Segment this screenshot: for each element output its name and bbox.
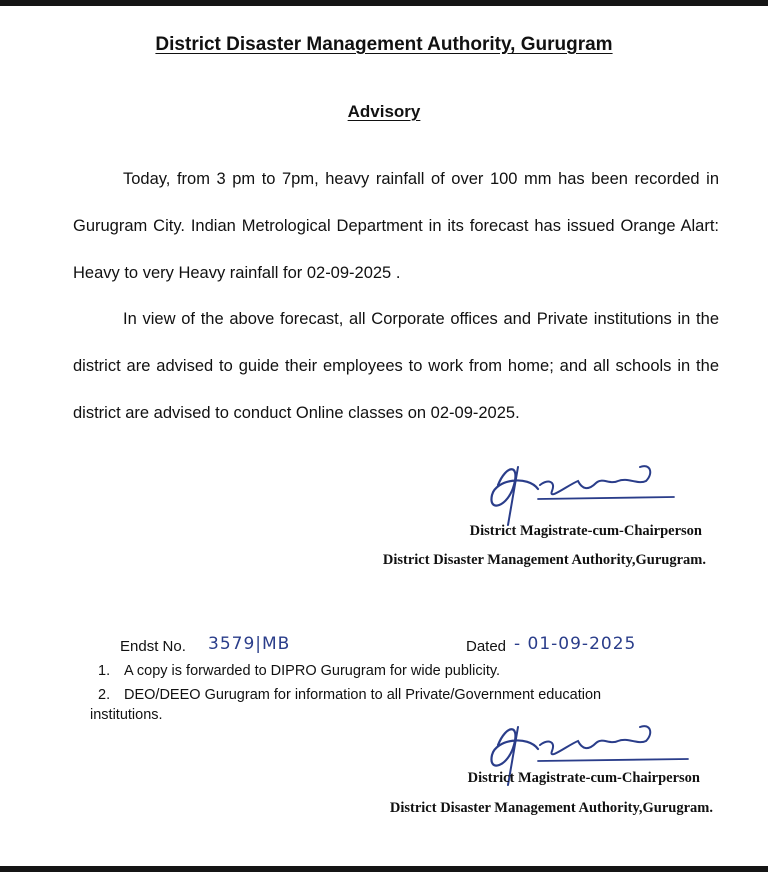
document-title: District Disaster Management Authority, Gurugram (155, 34, 613, 55)
signature-1-designation: District Magistrate-cum-Chairperson (469, 523, 702, 539)
top-frame-bar (0, 0, 768, 6)
advisory-paragraph-1: Today, from 3 pm to 7pm, heavy rainfall of over 100 mm has been recorded in Gurugram City. Indian Metrological Department in its forecast has issued Orange Alart: Heavy to very Heavy rainfall for 02-09-2025 . (73, 170, 719, 282)
list-item (88, 685, 730, 705)
document-subtitle: Advisory (347, 102, 421, 121)
list-item (88, 661, 730, 681)
dated-label: Dated (466, 638, 507, 655)
list-item-number: 1. (98, 663, 111, 679)
signature-1 (478, 455, 678, 530)
list-item-number: 2. (98, 687, 111, 703)
dated-value: - 01-09-2025 (514, 634, 637, 654)
advisory-paragraph-2: In view of the above forecast, all Corporate offices and Private institutions in the district are advised to guide their employees to work from home; and all schools in the district are advised to conduct Online classes on 02-09-2025. (73, 310, 719, 422)
list-item-continuation: institutions. (90, 707, 163, 723)
signature-2-designation: District Magistrate-cum-Chairperson (467, 770, 700, 786)
bottom-frame-bar (0, 866, 768, 872)
signature-1-office: District Disaster Management Authority,Gurugram. (382, 552, 706, 568)
signature-2-office: District Disaster Management Authority,Gurugram. (389, 800, 713, 816)
endst-label: Endst No. (120, 638, 186, 655)
endst-number: 3579|MB (208, 634, 291, 654)
list-item-text: A copy is forwarded to DIPRO Gurugram for wide publicity. (124, 663, 501, 679)
list-item-text: DEO/DEEO Gurugram for information to all Private/Government education (124, 687, 602, 703)
